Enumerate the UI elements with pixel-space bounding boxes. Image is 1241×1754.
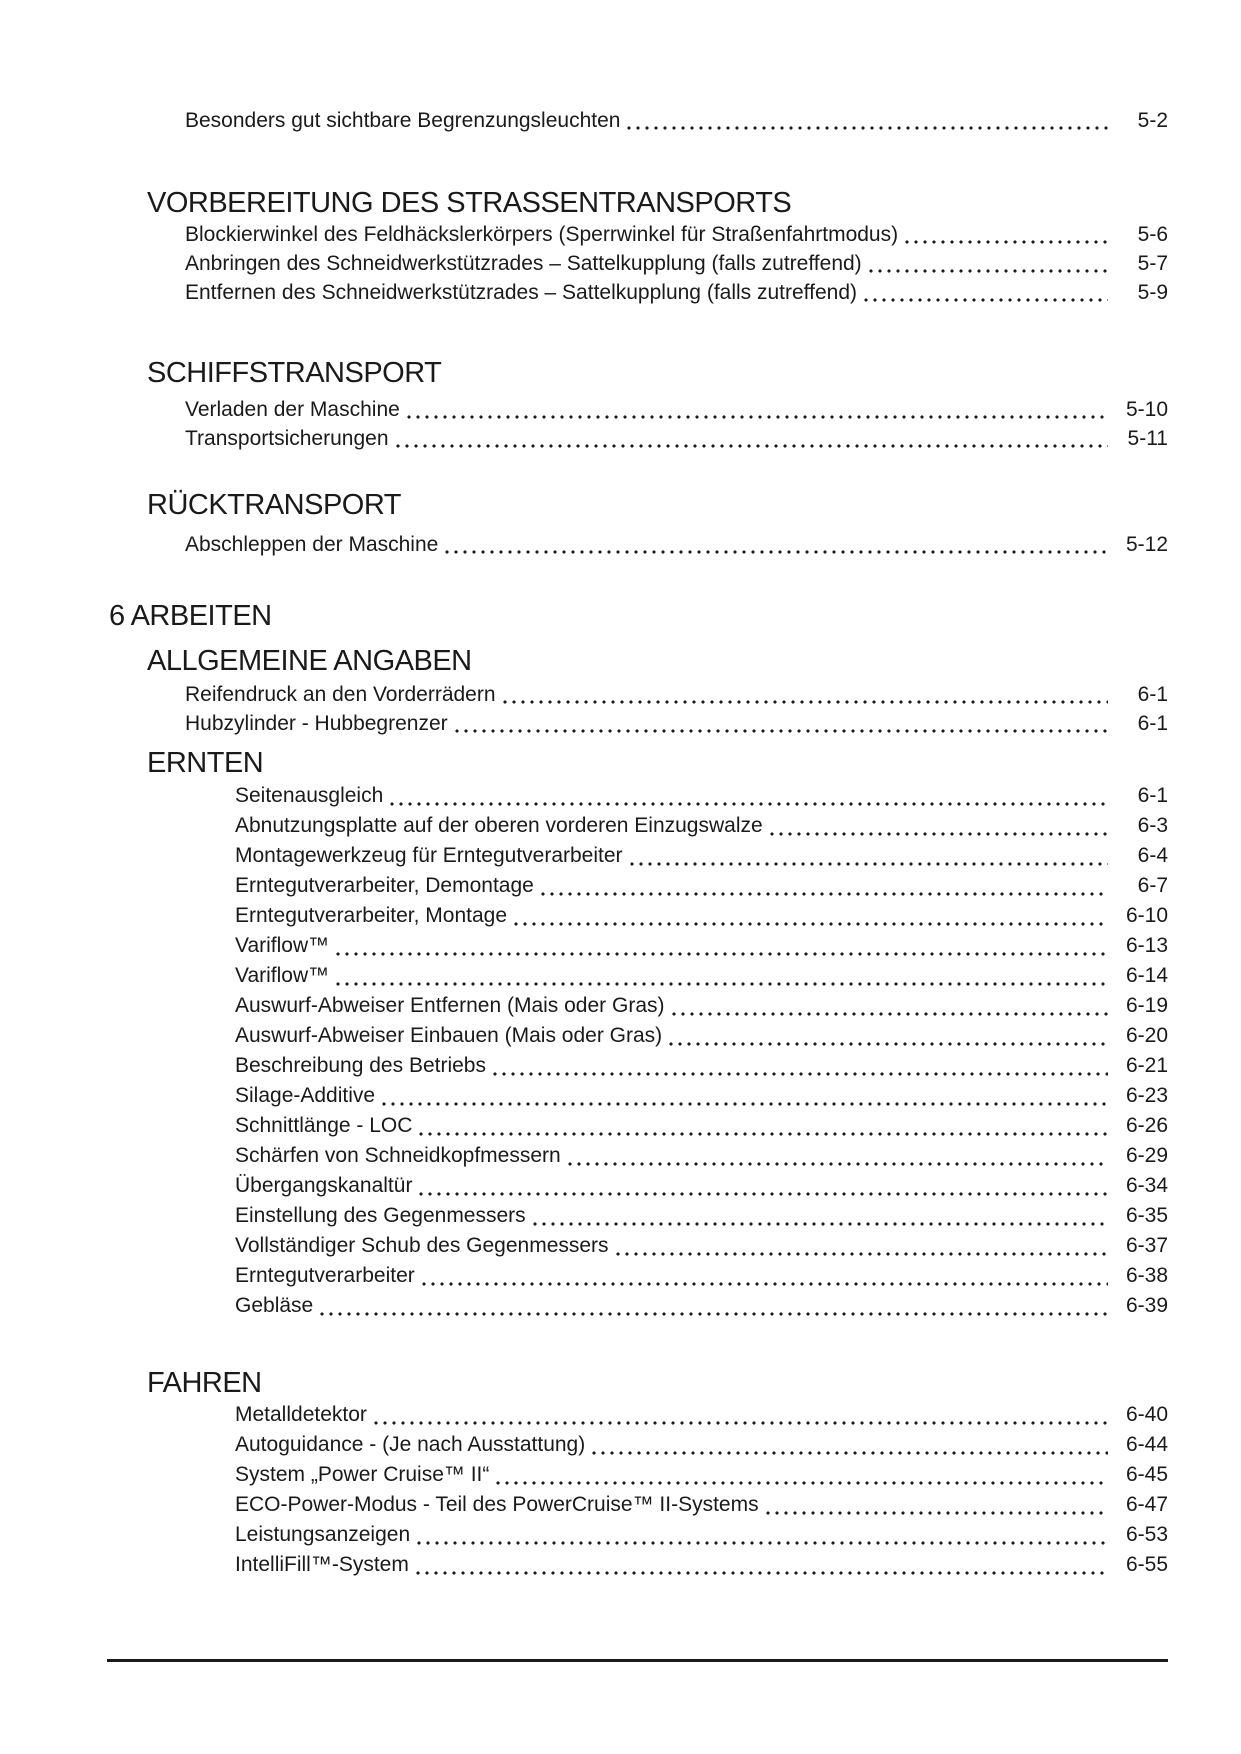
dot-leader xyxy=(417,1520,1108,1550)
toc-entry-page: 6-21 xyxy=(1125,1054,1168,1077)
dot-leader xyxy=(630,841,1108,871)
dot-leader xyxy=(496,1460,1108,1490)
toc-entry-title: Variflow™ xyxy=(235,964,330,987)
toc-entry xyxy=(107,901,1168,931)
dot-leader xyxy=(864,278,1108,307)
dot-leader xyxy=(396,424,1109,453)
toc-entry xyxy=(107,1141,1168,1171)
dot-leader xyxy=(493,1051,1108,1081)
toc-entry xyxy=(107,841,1168,871)
dot-leader xyxy=(416,1550,1108,1580)
dot-leader xyxy=(514,901,1108,931)
dot-leader xyxy=(541,871,1108,901)
toc-entry xyxy=(107,781,1168,811)
toc-entry-page: 5-10 xyxy=(1125,398,1168,421)
toc-entry-title: Seitenausgleich xyxy=(235,784,384,807)
toc-entry xyxy=(107,1291,1168,1321)
toc-entry-page: 6-34 xyxy=(1125,1174,1168,1197)
toc-entry xyxy=(107,278,1168,307)
dot-leader xyxy=(419,1111,1108,1141)
toc-entries-group xyxy=(107,395,1168,453)
toc-entry-title: Silage-Additive xyxy=(235,1084,376,1107)
toc-entry-page: 6-14 xyxy=(1125,964,1168,987)
toc-entry xyxy=(107,220,1168,249)
toc-entry-page: 6-19 xyxy=(1125,994,1168,1017)
toc-section-heading: SCHIFFSTRANSPORT xyxy=(147,357,442,389)
toc-entry-page: 6-40 xyxy=(1125,1403,1168,1426)
toc-entry-page: 6-4 xyxy=(1137,844,1168,867)
toc-entry-page: 6-13 xyxy=(1125,934,1168,957)
toc-entry-page: 5-11 xyxy=(1127,427,1168,450)
toc-entry xyxy=(107,1430,1168,1460)
toc-entry-title: Erntegutverarbeiter, Montage xyxy=(235,904,507,927)
toc-section-heading: ERNTEN xyxy=(147,747,264,779)
toc-entry-page: 5-9 xyxy=(1137,281,1168,304)
dot-leader xyxy=(672,991,1109,1021)
toc-entry-title: Schnittlänge - LOC xyxy=(235,1114,413,1137)
toc-entry-title: ECO-Power-Modus - Teil des PowerCruise™ II-Systems xyxy=(235,1493,759,1516)
toc-entry-title: Einstellung des Gegenmessers xyxy=(235,1204,526,1227)
toc-entries-group xyxy=(107,106,1168,135)
toc-entry-title: Metalldetektor xyxy=(235,1403,367,1426)
toc-entry xyxy=(107,1460,1168,1490)
toc-entry-title: Reifendruck an den Vorderrädern xyxy=(185,683,496,706)
toc-entry xyxy=(107,961,1168,991)
toc-entry-title: Entfernen des Schneidwerkstützrades – Sattelkupplung (falls zutreffend) xyxy=(185,281,857,304)
toc-entry-title: Beschreibung des Betriebs xyxy=(235,1054,486,1077)
toc-entry-page: 5-2 xyxy=(1137,109,1168,132)
toc-entry xyxy=(107,871,1168,901)
toc-entry-page: 6-35 xyxy=(1125,1204,1168,1227)
dot-leader xyxy=(336,931,1108,961)
toc-entry-title: Vollständiger Schub des Gegenmessers xyxy=(235,1234,609,1257)
table-of-contents xyxy=(107,0,1168,1662)
footer-rule xyxy=(107,1659,1168,1662)
toc-entry-page: 6-7 xyxy=(1137,874,1168,897)
dot-leader xyxy=(766,1490,1108,1520)
toc-entry-page: 6-1 xyxy=(1137,683,1168,706)
toc-entry-title: Autoguidance - (Je nach Ausstattung) xyxy=(235,1433,586,1456)
toc-entries-group xyxy=(107,1400,1168,1580)
dot-leader xyxy=(503,680,1108,709)
toc-entries-group xyxy=(107,781,1168,1321)
toc-entry-title: Auswurf-Abweiser Entfernen (Mais oder Gras) xyxy=(235,994,665,1017)
toc-entry xyxy=(107,1490,1168,1520)
toc-entry-page: 6-39 xyxy=(1125,1294,1168,1317)
toc-entry-title: Variflow™ xyxy=(235,934,330,957)
toc-entry-page: 6-38 xyxy=(1125,1264,1168,1287)
dot-leader xyxy=(568,1141,1108,1171)
dot-leader xyxy=(616,1231,1108,1261)
toc-entry xyxy=(107,1171,1168,1201)
dot-leader xyxy=(390,781,1108,811)
toc-entry-title: IntelliFill™-System xyxy=(235,1553,409,1576)
toc-entry-page: 6-47 xyxy=(1125,1493,1168,1516)
toc-entry xyxy=(107,709,1168,738)
dot-leader xyxy=(336,961,1108,991)
toc-entry-title: Abschleppen der Maschine xyxy=(185,533,439,556)
toc-entry-page: 6-26 xyxy=(1125,1114,1168,1137)
toc-entry xyxy=(107,1231,1168,1261)
toc-entry-title: Besonders gut sichtbare Begrenzungsleuchten xyxy=(185,109,621,132)
toc-entry-page: 6-29 xyxy=(1125,1144,1168,1167)
dot-leader xyxy=(419,1171,1108,1201)
toc-entry-page: 6-37 xyxy=(1125,1234,1168,1257)
dot-leader xyxy=(407,395,1108,424)
toc-entry xyxy=(107,1201,1168,1231)
toc-section-heading: ALLGEMEINE ANGABEN xyxy=(147,645,472,677)
toc-entry-title: Montagewerkzeug für Erntegutverarbeiter xyxy=(235,844,623,867)
toc-section-heading: VORBEREITUNG DES STRASSENTRANSPORTS xyxy=(147,187,792,219)
toc-entry-page: 6-23 xyxy=(1125,1084,1168,1107)
toc-entry xyxy=(107,1051,1168,1081)
toc-entry-page: 6-53 xyxy=(1125,1523,1168,1546)
toc-entry xyxy=(107,1400,1168,1430)
toc-entry-title: Leistungsanzeigen xyxy=(235,1523,411,1546)
toc-entry-title: Erntegutverarbeiter, Demontage xyxy=(235,874,534,897)
toc-entry-title: System „Power Cruise™ II“ xyxy=(235,1463,490,1486)
toc-entry xyxy=(107,931,1168,961)
dot-leader xyxy=(905,220,1108,249)
toc-entry-title: Blockierwinkel des Feldhäckslerkörpers (Sperrwinkel für Straßenfahrtmodus) xyxy=(185,223,899,246)
toc-entry-page: 6-20 xyxy=(1125,1024,1168,1047)
dot-leader xyxy=(869,249,1108,278)
toc-entry xyxy=(107,680,1168,709)
toc-entry-page: 6-44 xyxy=(1125,1433,1168,1456)
dot-leader xyxy=(627,106,1108,135)
dot-leader xyxy=(374,1400,1108,1430)
toc-entry xyxy=(107,991,1168,1021)
toc-chapter-heading: 6 ARBEITEN xyxy=(109,600,272,632)
dot-leader xyxy=(422,1261,1108,1291)
toc-entry-title: Auswurf-Abweiser Einbauen (Mais oder Gras) xyxy=(235,1024,663,1047)
toc-entry xyxy=(107,1261,1168,1291)
dot-leader xyxy=(669,1021,1108,1051)
toc-entry-page: 6-3 xyxy=(1137,814,1168,837)
toc-entry-page: 6-10 xyxy=(1125,904,1168,927)
toc-entries-group xyxy=(107,220,1168,307)
dot-leader xyxy=(455,709,1108,738)
toc-entry-title: Hubzylinder - Hubbegrenzer xyxy=(185,712,448,735)
dot-leader xyxy=(320,1291,1108,1321)
toc-entries-group xyxy=(107,530,1168,559)
toc-entry xyxy=(107,1550,1168,1580)
dot-leader xyxy=(592,1430,1108,1460)
toc-entry-title: Anbringen des Schneidwerkstützrades – Sattelkupplung (falls zutreffend) xyxy=(185,252,862,275)
dot-leader xyxy=(445,530,1108,559)
toc-entry xyxy=(107,1021,1168,1051)
toc-entry xyxy=(107,395,1168,424)
dot-leader xyxy=(382,1081,1108,1111)
toc-entry-page: 6-45 xyxy=(1125,1463,1168,1486)
dot-leader xyxy=(533,1201,1108,1231)
toc-entry xyxy=(107,424,1168,453)
toc-entry-title: Übergangskanaltür xyxy=(235,1174,413,1197)
toc-entry xyxy=(107,1081,1168,1111)
toc-entry-title: Abnutzungsplatte auf der oberen vorderen Einzugswalze xyxy=(235,814,763,837)
toc-entry-title: Erntegutverarbeiter xyxy=(235,1264,415,1287)
toc-section-heading: RÜCKTRANSPORT xyxy=(147,489,401,521)
toc-entry-title: Transportsicherungen xyxy=(185,427,389,450)
toc-entry-title: Verladen der Maschine xyxy=(185,398,400,421)
toc-entry-page: 5-7 xyxy=(1137,252,1168,275)
toc-entry-page: 5-12 xyxy=(1125,533,1168,556)
toc-entry-page: 6-1 xyxy=(1137,784,1168,807)
toc-section-heading: FAHREN xyxy=(147,1367,262,1399)
toc-entry-title: Gebläse xyxy=(235,1294,314,1317)
toc-entry xyxy=(107,1520,1168,1550)
toc-entry-page: 6-55 xyxy=(1125,1553,1168,1576)
toc-entry-title: Schärfen von Schneidkopfmessern xyxy=(235,1144,561,1167)
toc-entry xyxy=(107,1111,1168,1141)
toc-entries-group xyxy=(107,680,1168,738)
toc-entry-page: 5-6 xyxy=(1137,223,1168,246)
dot-leader xyxy=(770,811,1108,841)
toc-entry xyxy=(107,530,1168,559)
toc-entry xyxy=(107,811,1168,841)
toc-entry xyxy=(107,106,1168,135)
toc-entry xyxy=(107,249,1168,278)
toc-entry-page: 6-1 xyxy=(1137,712,1168,735)
